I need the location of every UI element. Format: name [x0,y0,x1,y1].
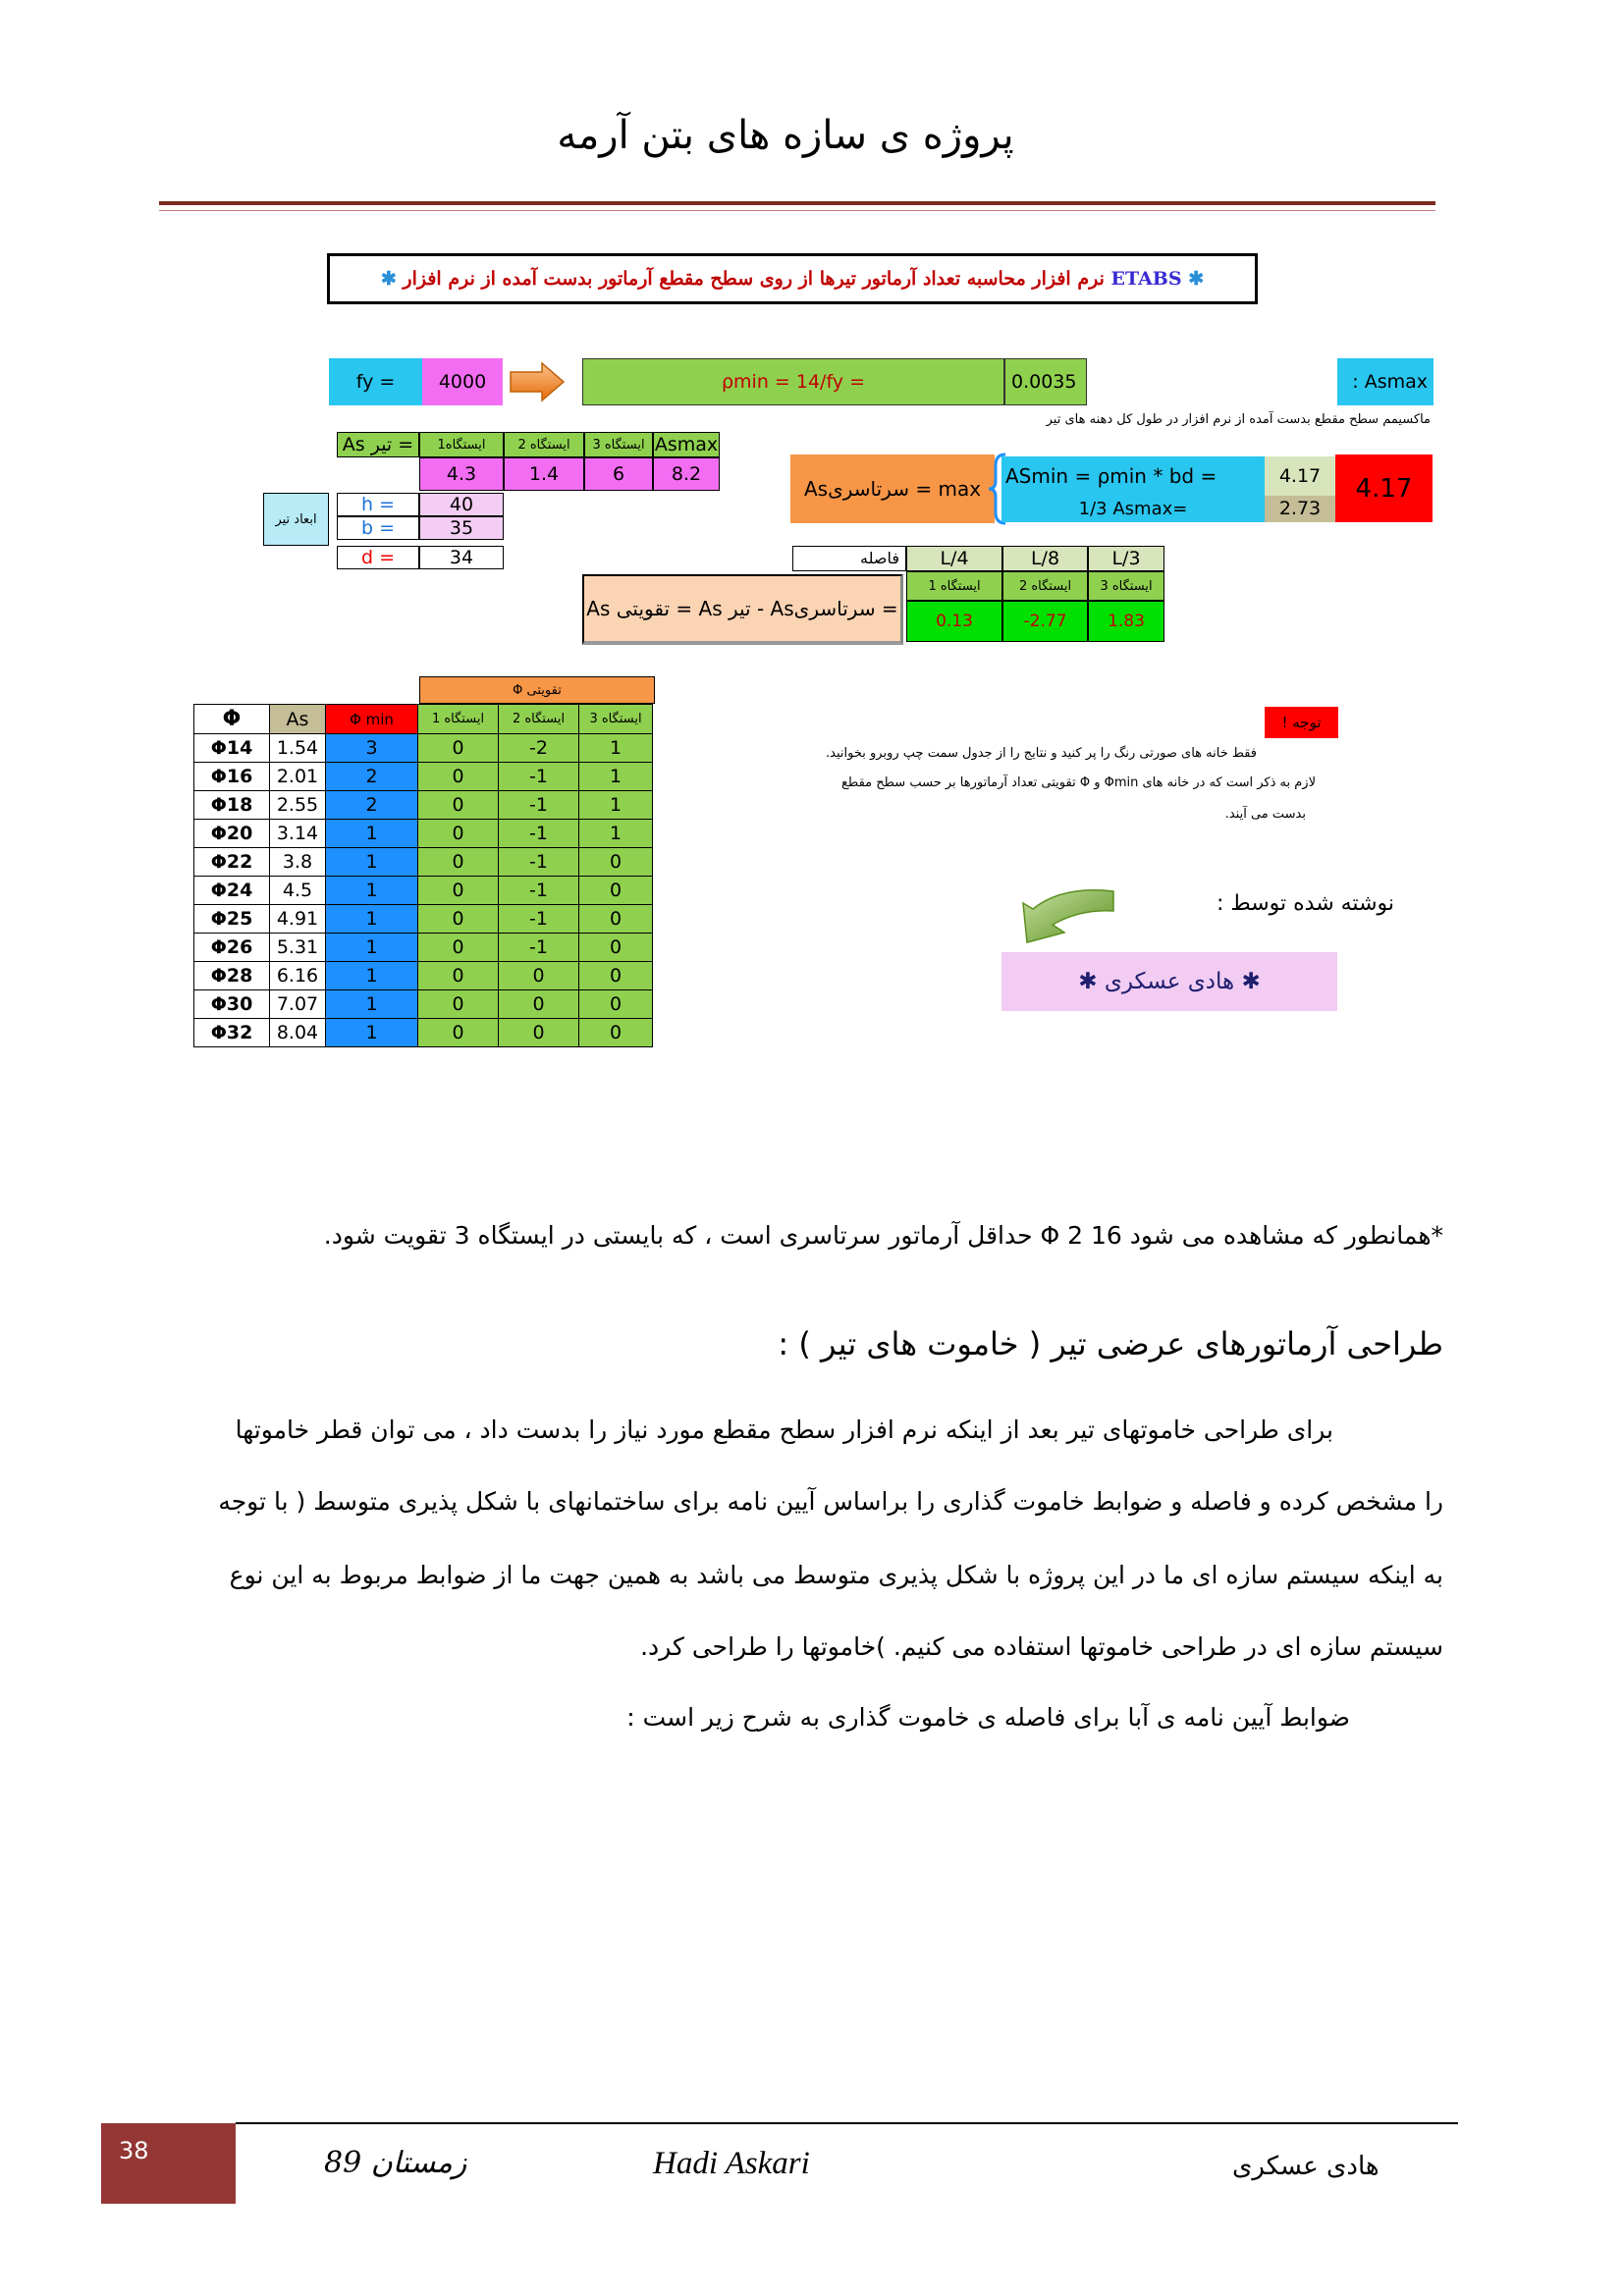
station-3-count: 1 [579,820,653,848]
station-1-count: 0 [418,791,499,820]
station-2-count: -1 [499,934,579,962]
as-value-asmax: 8.2 [653,457,720,491]
notice-line-2: لازم به ذکر است که در خانه های Φmin و Φ تقویتی تعداد آرماتورها بر حسب سطح مقطع [841,775,1316,790]
station-3-count: 0 [579,934,653,962]
station-1-count: 0 [418,820,499,848]
spacing-label: فاصله [792,546,906,571]
station-2-count: -1 [499,905,579,934]
as-value-station-1[interactable]: 4.3 [419,457,504,491]
station-3-count: 0 [579,990,653,1019]
bar-area: 3.8 [270,848,326,877]
as-min-value: 4.17 [1265,456,1335,496]
footer-author-fa: هادی عسکری [1232,2152,1380,2181]
author-name-text: ✱ هادی عسکری ✱ [1078,968,1261,994]
bar-area: 2.01 [270,763,326,791]
bar-diameter: Φ30 [194,990,270,1019]
station-2-count: -1 [499,877,579,905]
bar-diameter: Φ28 [194,962,270,990]
notice-line-3: بدست می آیند. [1224,807,1306,822]
page-number-box [101,2123,236,2204]
beam-dimensions-label: ابعاد تیر [263,493,329,546]
bar-diameter: Φ14 [194,734,270,763]
station-2-count: 0 [499,990,579,1019]
phi-min-count: 2 [326,763,418,791]
station-2-count: -2 [499,734,579,763]
d-value: 34 [419,546,504,569]
col-as: As [270,705,326,734]
result-note: *همانطور که مشاهده می شود 16 Φ 2 حداقل آرماتور سرتاسری است ، که بایستی در ایستگاه 3 تقویت شود. [323,1221,1443,1250]
station-2-count: 0 [499,962,579,990]
bar-diameter: Φ22 [194,848,270,877]
as-header-station-3: ایستگاه 3 [584,432,653,457]
table-row [194,791,653,820]
phi-min-count: 1 [326,934,418,962]
bar-table-header [194,705,653,734]
author-label: نوشته شده توسط : [1216,891,1394,916]
bar-area: 4.5 [270,877,326,905]
paragraph-line-4: سیستم سازه ای در طراحی خاموتها استفاده می کنیم. )خاموتها را طراحی کرد. [640,1632,1443,1661]
table-row [194,820,653,848]
reinforce-value-station-3: 1.83 [1088,601,1164,642]
phi-min-count: 3 [326,734,418,763]
bar-area: 7.07 [270,990,326,1019]
bar-diameter: Φ20 [194,820,270,848]
bar-table [193,704,653,1047]
paragraph-line-1: برای طراحی خاموتهای تیر بعد از اینکه نرم افزار سطح مقطع مورد نیاز را بدست داد ، می توان قطر خاموتها [235,1415,1333,1444]
as-continuous-label: Asسرتاسری = max [790,454,995,523]
h-label: h = [337,493,419,516]
station-1-count: 0 [418,877,499,905]
station-3-count: 0 [579,1019,653,1047]
station-3-count: 0 [579,905,653,934]
bar-area: 2.55 [270,791,326,820]
section-heading: طراحی آرماتورهای عرضی تیر ( خاموت های تیر ) : [778,1325,1443,1362]
station-1-count: 0 [418,763,499,791]
station-3-count: 0 [579,962,653,990]
col-phi-min: Φ min [326,705,418,734]
station-2-count: 0 [499,1019,579,1047]
station-1-count: 0 [418,848,499,877]
bar-diameter: Φ16 [194,763,270,791]
station-1-count: 0 [418,990,499,1019]
bar-diameter: Φ26 [194,934,270,962]
station-3-count: 1 [579,791,653,820]
rho-min-formula: ρmin = 14/fy = [582,358,1004,405]
station-2-count: -1 [499,763,579,791]
phi-min-count: 1 [326,1019,418,1047]
spacing-station-3: ایستگاه 3 [1088,571,1164,601]
as-value-station-2[interactable]: 1.4 [504,457,584,491]
as-continuous-result: 4.17 [1335,454,1433,522]
fy-value[interactable]: 4000 [422,358,503,405]
station-2-count: -1 [499,820,579,848]
station-1-count: 0 [418,1019,499,1047]
table-row [194,848,653,877]
as-beam-label: As تیر = [337,432,419,457]
as-value-station-3[interactable]: 6 [584,457,653,491]
phi-min-count: 1 [326,820,418,848]
phi-min-count: 1 [326,962,418,990]
footer-date: زمستان 89 [324,2146,467,2180]
phi-min-count: 1 [326,877,418,905]
fy-label: fy = [329,358,422,405]
table-row [194,934,653,962]
paragraph-line-3: به اینکه سیستم سازه ای ما در این پروژه با شکل پذیری متوسط می باشد به همین جهت ما از ضوابط مربوط به این نوع [229,1561,1443,1589]
table-row [194,734,653,763]
asmax-label: : Asmax [1337,358,1434,405]
station-1-count: 0 [418,962,499,990]
notice-badge-text: توجه ! [1281,713,1322,731]
station-1-count: 0 [418,905,499,934]
col-station-1: ایستگاه 1 [418,705,499,734]
station-1-count: 0 [418,934,499,962]
page-number: 38 [119,2137,149,2164]
as-reinforce-formula-text: As تقویتی = As تیر - Asسرتاسری = [586,597,898,620]
col-station-2: ایستگاه 2 [499,705,579,734]
bar-area: 5.31 [270,934,326,962]
arrow-right-icon [509,361,566,402]
phi-min-count: 2 [326,791,418,820]
bar-area: 1.54 [270,734,326,763]
table-row [194,1019,653,1047]
footer-author-en: Hadi Askari [653,2146,810,2181]
table-row [194,990,653,1019]
table-row [194,877,653,905]
spacing-station-2: ایستگاه 2 [1002,571,1088,601]
phi-min-count: 1 [326,848,418,877]
page-title: پروژه ی سازه های بتن آرمه [557,113,1014,158]
table-row [194,905,653,934]
reinforce-phi-group-label: Φ تقویتی [419,676,655,704]
phi-min-count: 1 [326,905,418,934]
station-1-count: 0 [418,734,499,763]
notice-badge [1265,707,1338,738]
bar-area: 4.91 [270,905,326,934]
one-third-asmax-formula: 1/3 Asmax= [1001,496,1265,522]
reinforce-value-station-2: -2.77 [1002,601,1088,642]
bar-area: 3.14 [270,820,326,848]
author-name [1001,952,1337,1011]
asmax-note: ماکسیمم سطح مقطع بدست آمده از نرم افزار در طول کل دهنه های تیر [1046,412,1431,427]
bar-diameter: Φ32 [194,1019,270,1047]
header-divider-thin [159,210,1435,211]
station-3-count: 0 [579,848,653,877]
notice-line-1: فقط خانه های صورتی رنگ را پر کنید و نتایج را از جدول سمت چپ روبرو بخوانید. [826,746,1257,761]
bar-area: 8.04 [270,1019,326,1047]
spacing-header-l4: L/4 [906,546,1002,571]
b-value[interactable]: 35 [419,516,504,540]
software-banner [327,253,1258,304]
station-2-count: -1 [499,848,579,877]
spacing-station-1: ایستگاه 1 [906,571,1002,601]
phi-min-count: 1 [326,990,418,1019]
bar-diameter: Φ18 [194,791,270,820]
col-station-3: ایستگاه 3 [579,705,653,734]
station-3-count: 0 [579,877,653,905]
star-icon: ✱ [380,268,397,290]
station-3-count: 1 [579,734,653,763]
paragraph-line-2: را مشخص کرده و فاصله و ضوابط خاموت گذاری را براساس آیین نامه برای ساختمانهای با شکل پذیری متوسط ( با توجه [218,1487,1443,1516]
as-min-formula: ASmin = ρmin * bd = [1001,456,1265,496]
as-header-station-1: ایستگاه1 [419,432,504,457]
bar-diameter: Φ25 [194,905,270,934]
h-value[interactable]: 40 [419,493,504,516]
footer-divider [236,2122,1458,2124]
table-row [194,763,653,791]
star-icon: ✱ [1188,268,1205,290]
b-label: b = [337,516,419,540]
d-label: d = [337,546,419,569]
as-header-asmax: Asmax [653,432,720,457]
rho-min-value: 0.0035 [1004,358,1087,405]
spacing-header-l3: L/3 [1088,546,1164,571]
as-reinforce-formula [582,574,903,645]
spacing-header-l8: L/8 [1002,546,1088,571]
header-divider [159,201,1435,205]
station-2-count: -1 [499,791,579,820]
one-third-asmax-value: 2.73 [1265,496,1335,522]
reinforce-value-station-1: 0.13 [906,601,1002,642]
banner-etabs: ETABS [1110,268,1182,290]
banner-text: نرم افزار محاسبه تعداد آرماتور تیرها از روی سطح مقطع آرماتور بدست آمده از نرم افزار [403,268,1105,290]
col-phi: Φ [194,705,270,734]
paragraph-line-5: ضوابط آیین نامه ی آبا برای فاصله ی خاموت گذاری به شرح زیر است : [626,1703,1350,1732]
as-header-station-2: ایستگاه 2 [504,432,584,457]
table-row [194,962,653,990]
bar-diameter: Φ24 [194,877,270,905]
bar-area: 6.16 [270,962,326,990]
station-3-count: 1 [579,763,653,791]
